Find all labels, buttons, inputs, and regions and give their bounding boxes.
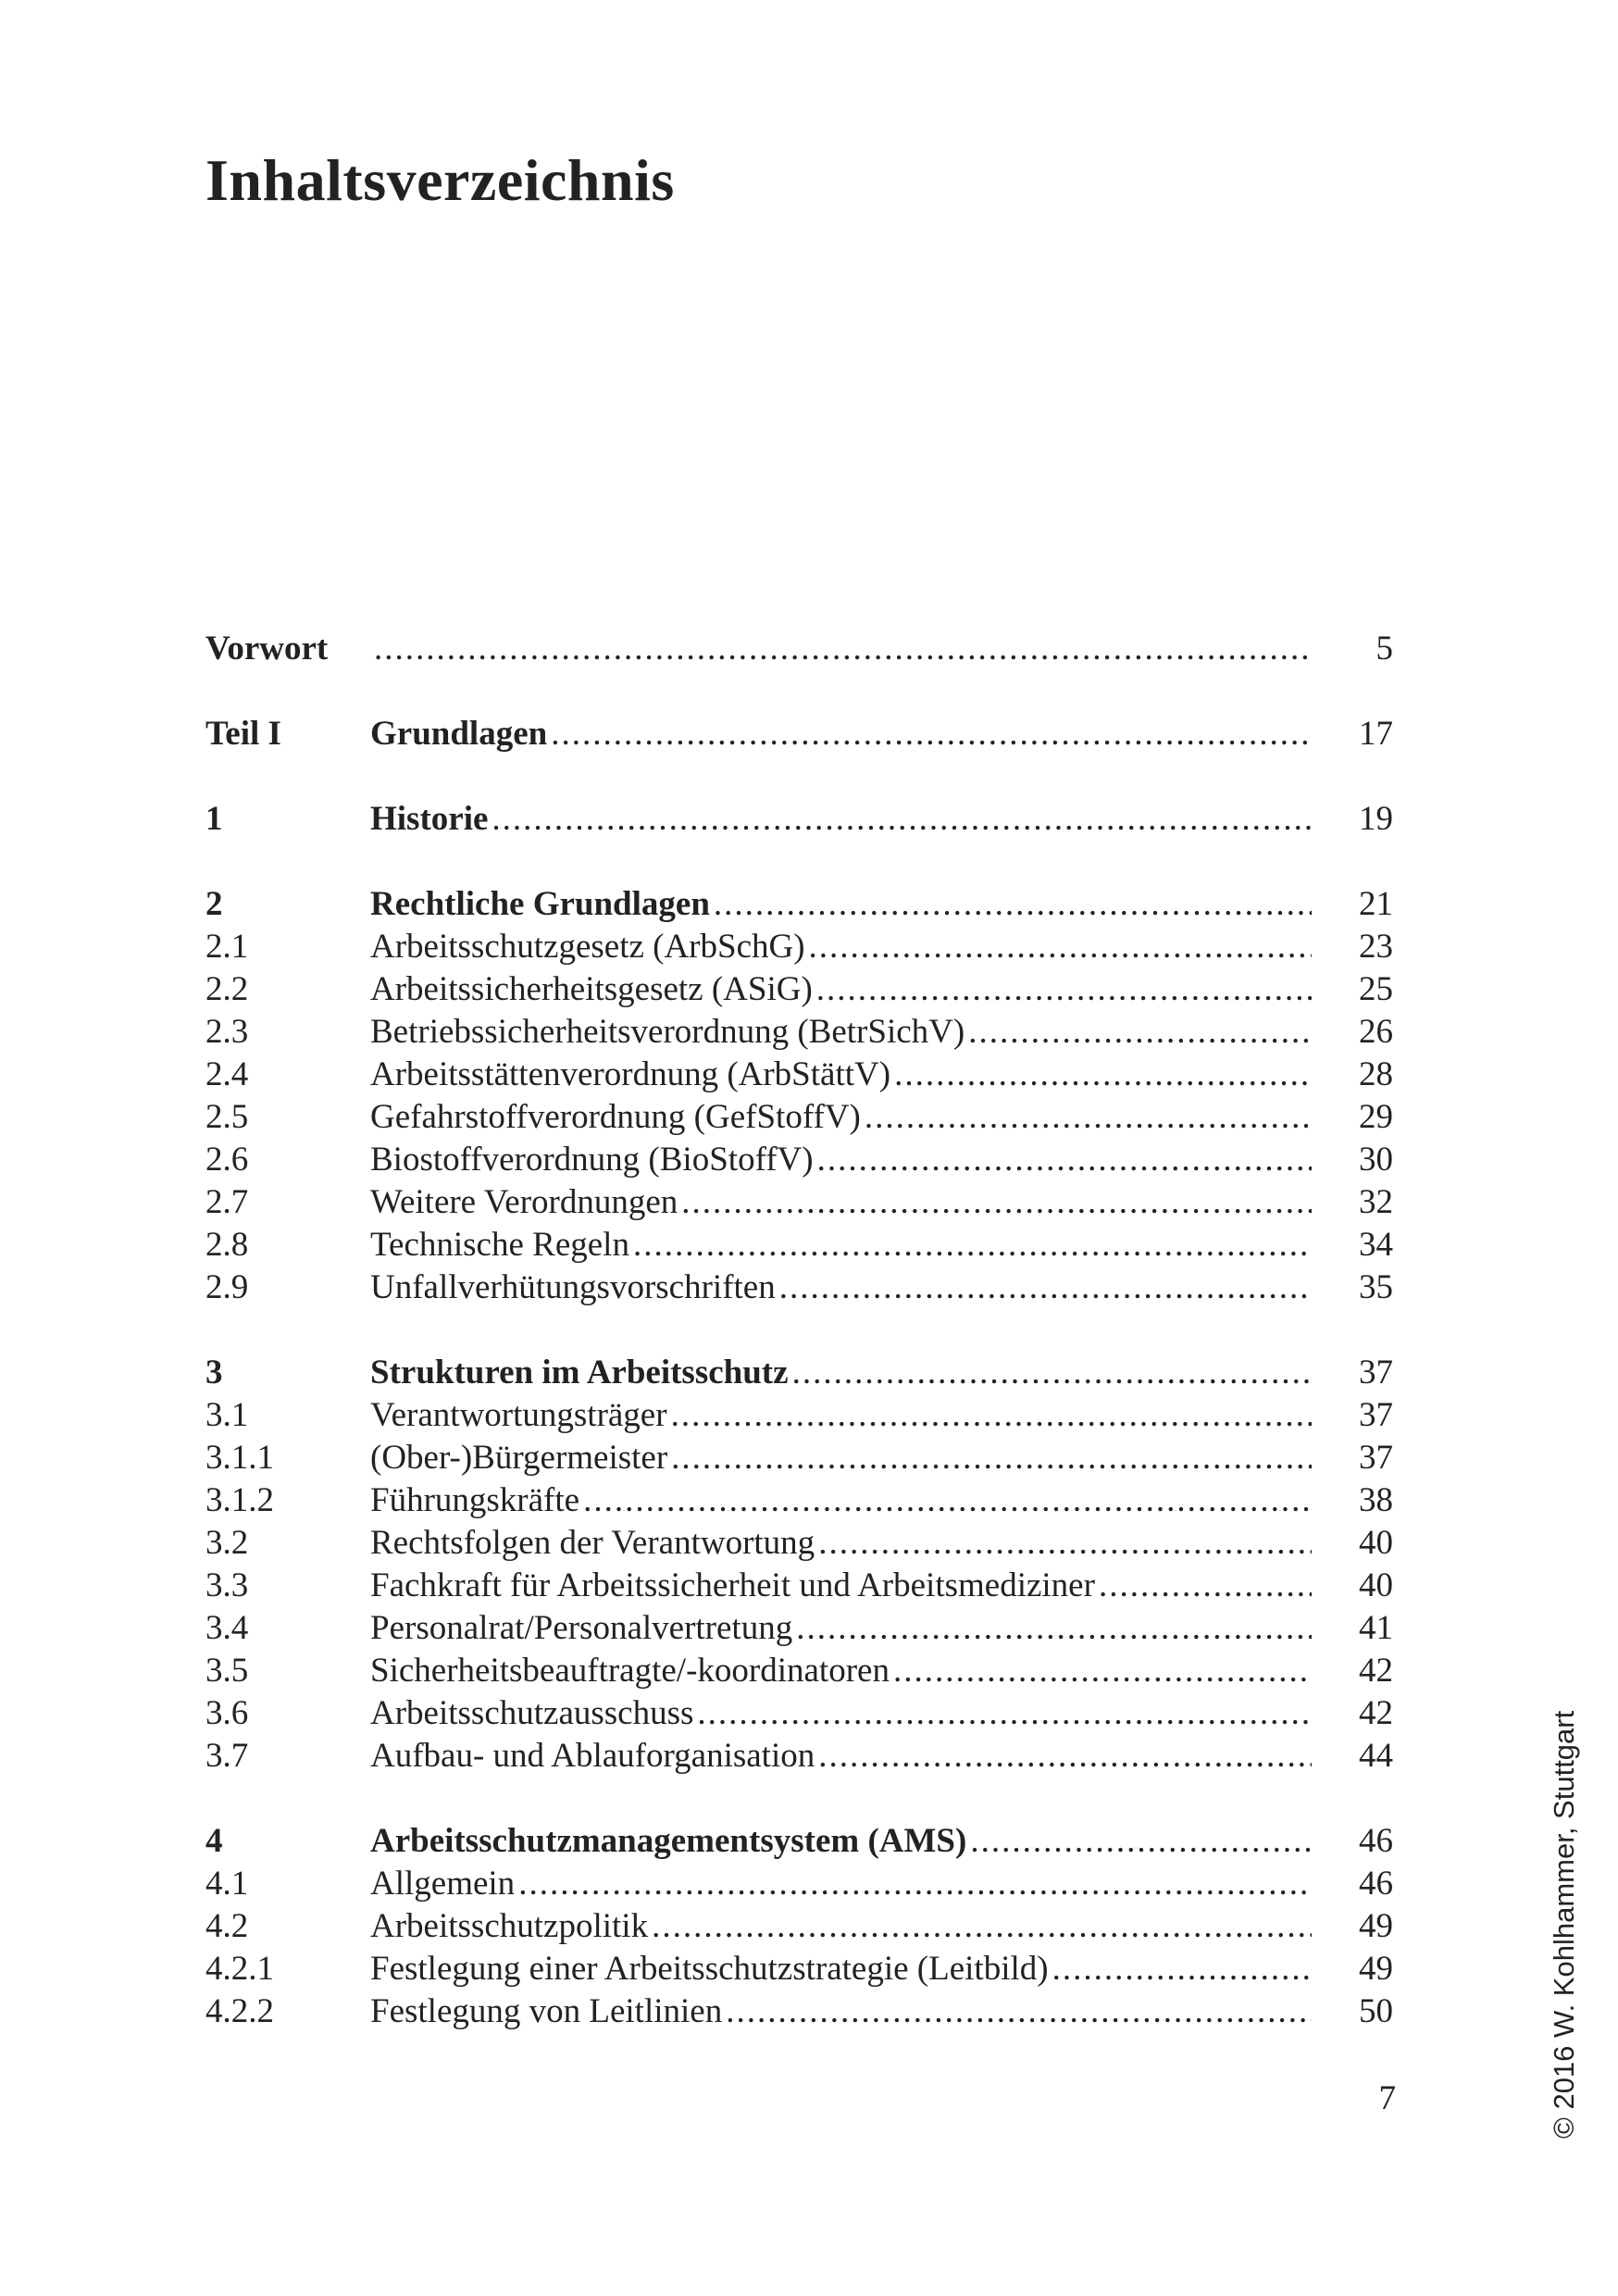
toc-dot-leader [633,1224,1312,1267]
toc-entry-number: 3.1.2 [205,1481,274,1519]
toc-entry-page: 32 [1359,1183,1393,1221]
toc-dot-leader [697,1692,1312,1735]
toc-entry-body [370,1181,1312,1224]
toc-entry-number: 2.9 [205,1268,249,1306]
toc-entry-number: 3.1 [205,1396,249,1434]
toc-entry-body [370,1394,1312,1437]
toc-entry-page: 37 [1359,1396,1393,1434]
toc-entry-body [370,1096,1312,1139]
toc-entry-body [370,1054,1312,1096]
toc-entry-page: 25 [1359,970,1393,1008]
toc-entry [205,1905,1393,1948]
toc-entry-title: Fachkraft für Arbeitssicherheit und Arbeitsmediziner [370,1566,1095,1604]
toc-dot-leader [818,1735,1312,1778]
toc-entry [205,1820,1393,1863]
toc-entry [205,1054,1393,1096]
toc-entry [205,1650,1393,1692]
toc-entry-body [370,1905,1312,1948]
toc-dot-leader [652,1905,1312,1948]
toc-entry-title: Strukturen im Arbeitsschutz [370,1354,789,1391]
toc-entry-page: 38 [1359,1481,1393,1519]
toc-entry-body [370,1565,1312,1607]
toc-entry-title: Sicherheitsbeauftragte/-koordinatoren [370,1652,890,1690]
toc-dot-leader [681,1181,1312,1224]
toc-entry-body [370,1352,1312,1394]
toc-entry-title: Festlegung einer Arbeitsschutzstrategie (Leitbild) [370,1950,1049,1988]
toc-entry-number: 3.4 [205,1609,249,1647]
toc-dot-leader [818,1522,1312,1565]
toc-dot-leader [492,798,1312,841]
toc-entry-page: 35 [1359,1268,1393,1306]
toc-entry-title: Führungskräfte [370,1481,580,1519]
toc-entry-page: 42 [1359,1652,1393,1690]
toc-dot-leader [551,713,1312,755]
toc-entry [205,628,1393,670]
toc-entry-title: Unfallverhütungsvorschriften [370,1268,776,1306]
toc-entry [205,1181,1393,1224]
toc-entry-title: Gefahrstoffverordnung (GefStoffV) [370,1098,861,1136]
toc-dot-leader [970,1820,1312,1863]
toc-entry [205,1990,1393,2033]
toc-entry-number: 3.3 [205,1566,249,1604]
toc-entry-title: Technische Regeln [370,1226,629,1264]
toc-entry-body [370,1990,1312,2033]
toc-entry-page: 49 [1359,1950,1393,1988]
toc-entry-title: (Ober-)Bürgermeister [370,1439,668,1477]
toc-entry-number: Teil I [205,715,281,753]
toc-entry-title: Rechtliche Grundlagen [370,885,710,923]
toc-entry-title: Arbeitsschutzgesetz (ArbSchG) [370,928,805,966]
toc-entry-number: 2.6 [205,1141,249,1179]
toc-entry-number: 4.2.2 [205,1992,274,2030]
copyright-notice: © 2016 W. Kohlhammer, Stuttgart [1548,1710,1580,2139]
toc-entry-number: 2.2 [205,970,249,1008]
toc-entry [205,1267,1393,1309]
toc-entry-body [370,1224,1312,1267]
toc-entry-title: Aufbau- und Ablauforganisation [370,1737,815,1775]
toc-entry-body [370,628,1312,670]
toc-entry-body [370,1607,1312,1650]
toc-entry-body [370,968,1312,1011]
table-of-contents [205,628,1393,2033]
toc-dot-leader [671,1394,1312,1437]
toc-dot-leader [816,968,1312,1011]
toc-entry-number: Vorwort [205,630,329,668]
toc-entry-body [370,1139,1312,1181]
toc-entry-body [370,926,1312,968]
toc-dot-leader [894,1054,1312,1096]
toc-entry-page: 49 [1359,1907,1393,1945]
toc-entry-title: Festlegung von Leitlinien [370,1992,723,2030]
toc-entry-page: 23 [1359,928,1393,966]
toc-entry-page: 30 [1359,1141,1393,1179]
page-number: 7 [1378,2079,1396,2117]
toc-entry-title: Biostoffverordnung (BioStoffV) [370,1141,814,1179]
toc-entry-number: 3.1.1 [205,1439,274,1477]
toc-entry [205,1522,1393,1565]
toc-entry [205,1565,1393,1607]
toc-entry-title: Verantwortungsträger [370,1396,667,1434]
toc-entry-body [370,883,1312,926]
toc-entry [205,1011,1393,1054]
toc-dot-leader [518,1863,1312,1905]
toc-entry-number: 1 [205,800,223,838]
toc-entry [205,1394,1393,1437]
toc-entry-page: 46 [1359,1865,1393,1903]
toc-entry-number: 2.7 [205,1183,249,1221]
toc-entry-number: 4.2 [205,1907,249,1945]
toc-entry-body [370,1863,1312,1905]
toc-entry-page: 40 [1359,1566,1393,1604]
toc-entry-title: Historie [370,800,489,838]
toc-entry-title: Arbeitsstättenverordnung (ArbStättV) [370,1055,891,1093]
toc-entry-title: Weitere Verordnungen [370,1183,678,1221]
toc-dot-leader [726,1990,1312,2033]
toc-entry-body [370,1650,1312,1692]
toc-entry-number: 3.5 [205,1652,249,1690]
toc-entry-page: 50 [1359,1992,1393,2030]
toc-entry-page: 44 [1359,1737,1393,1775]
toc-entry-body [370,713,1312,755]
toc-entry [205,1735,1393,1778]
toc-entry-number: 2.5 [205,1098,249,1136]
toc-entry-page: 5 [1375,630,1393,668]
toc-entry [205,883,1393,926]
toc-entry [205,926,1393,968]
toc-entry-page: 26 [1359,1013,1393,1051]
toc-entry-number: 2 [205,885,223,923]
toc-entry-page: 42 [1359,1694,1393,1732]
toc-entry-title: Grundlagen [370,715,548,753]
toc-entry-page: 19 [1359,800,1393,838]
toc-entry-page: 34 [1359,1226,1393,1264]
toc-entry [205,1139,1393,1181]
toc-entry-number: 3.7 [205,1737,249,1775]
toc-entry-body [370,1011,1312,1054]
toc-entry-number: 3.6 [205,1694,249,1732]
toc-entry [205,1863,1393,1905]
toc-entry [205,1352,1393,1394]
toc-entry-page: 40 [1359,1524,1393,1562]
toc-dot-leader [671,1437,1312,1479]
toc-entry-body [370,1735,1312,1778]
toc-entry-page: 17 [1359,715,1393,753]
toc-entry-body [370,1479,1312,1522]
toc-entry-page: 46 [1359,1822,1393,1860]
toc-entry-title: Arbeitsschutzausschuss [370,1694,694,1732]
toc-entry-page: 41 [1359,1609,1393,1647]
toc-entry [205,1948,1393,1990]
toc-dot-leader [817,1139,1312,1181]
toc-entry-title: Arbeitssicherheitsgesetz (ASiG) [370,970,813,1008]
toc-entry-title: Personalrat/Personalvertretung [370,1609,793,1647]
toc-entry-body [370,1437,1312,1479]
toc-dot-leader [865,1096,1312,1139]
toc-entry [205,713,1393,755]
toc-dot-leader [968,1011,1312,1054]
toc-entry-number: 2.3 [205,1013,249,1051]
toc-entry [205,968,1393,1011]
toc-entry-page: 37 [1359,1354,1393,1391]
toc-dot-leader [374,628,1312,670]
page-title: Inhaltsverzeichnis [205,147,675,213]
toc-entry-body [370,1522,1312,1565]
toc-dot-leader [893,1650,1312,1692]
toc-dot-leader [1099,1565,1312,1607]
toc-entry-body [370,1267,1312,1309]
toc-dot-leader [809,926,1312,968]
toc-entry-title: Arbeitsschutzpolitik [370,1907,649,1945]
toc-entry-number: 4.2.1 [205,1950,274,1988]
toc-entry-page: 21 [1359,885,1393,923]
toc-entry-page: 28 [1359,1055,1393,1093]
toc-dot-leader [792,1352,1312,1394]
toc-entry [205,798,1393,841]
toc-dot-leader [796,1607,1312,1650]
toc-dot-leader [779,1267,1312,1309]
toc-entry [205,1096,1393,1139]
toc-dot-leader [1052,1948,1312,1990]
toc-entry-body [370,798,1312,841]
toc-dot-leader [583,1479,1312,1522]
toc-entry-page: 29 [1359,1098,1393,1136]
toc-entry-number: 2.8 [205,1226,249,1264]
toc-entry-page: 37 [1359,1439,1393,1477]
toc-entry-number: 4 [205,1822,223,1860]
toc-entry-body [370,1692,1312,1735]
toc-entry-title: Rechtsfolgen der Verantwortung [370,1524,815,1562]
toc-entry-body [370,1820,1312,1863]
toc-entry-number: 3.2 [205,1524,249,1562]
toc-entry [205,1224,1393,1267]
toc-entry-number: 3 [205,1354,223,1391]
toc-entry-title: Allgemein [370,1865,516,1903]
toc-entry [205,1479,1393,1522]
toc-dot-leader [714,883,1312,926]
toc-entry [205,1437,1393,1479]
toc-entry-body [370,1948,1312,1990]
toc-entry-number: 2.1 [205,928,249,966]
toc-entry [205,1607,1393,1650]
toc-entry-title: Arbeitsschutzmanagementsystem (AMS) [370,1822,967,1860]
toc-entry-number: 2.4 [205,1055,249,1093]
toc-entry [205,1692,1393,1735]
toc-entry-number: 4.1 [205,1865,249,1903]
toc-entry-title: Betriebssicherheitsverordnung (BetrSichV) [370,1013,965,1051]
